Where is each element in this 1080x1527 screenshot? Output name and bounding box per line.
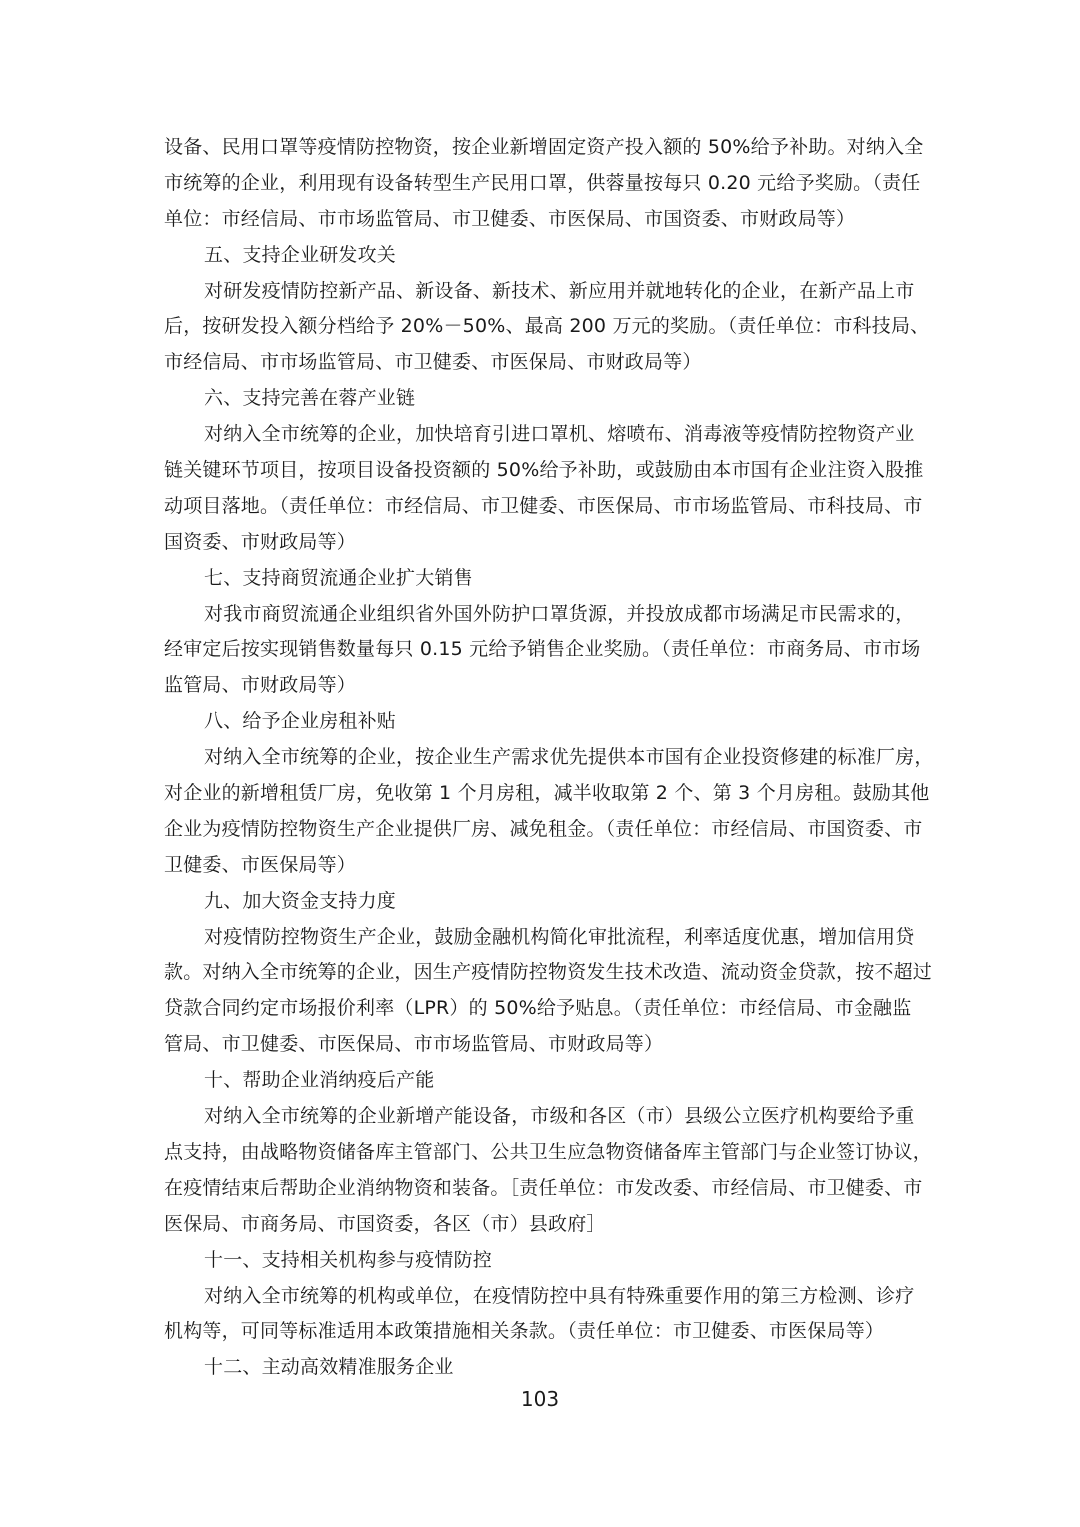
- section-heading: 九、加大资金支持力度: [204, 889, 397, 912]
- section-heading: 十二、主动高效精准服务企业: [204, 1356, 454, 1379]
- paragraph-line: 单位：市经信局、市市场监管局、市卫健委、市医保局、市国资委、市财政局等）: [164, 207, 856, 230]
- paragraph-line: 机构等，可同等标准适用本政策措施相关条款。（责任单位：市卫健委、市医保局等）: [164, 1320, 885, 1343]
- page-number: 103: [520, 1387, 560, 1411]
- paragraph-line: 企业为疫情防控物资生产企业提供厂房、减免租金。（责任单位：市经信局、市国资委、市: [164, 817, 923, 840]
- paragraph-line: 后，按研发投入额分档给予 20%－50%、最高 200 万元的奖励。（责任单位：市科技局、: [164, 315, 930, 338]
- paragraph-first-line: 对纳入全市统筹的企业，加快培育引进口罩机、熔喷布、消毒液等疫情防控物资产业: [204, 423, 915, 446]
- paragraph-line: 卫健委、市医保局等）: [164, 853, 357, 876]
- section-heading: 五、支持企业研发攻关: [204, 243, 397, 266]
- section-heading: 十、帮助企业消纳疫后产能: [204, 1069, 435, 1092]
- paragraph-first-line: 对我市商贸流通企业组织省外国外防护口罩货源，并投放成都市场满足市民需求的，: [204, 602, 915, 625]
- paragraph-first-line: 对疫情防控物资生产企业，鼓励金融机构简化审批流程，利率适度优惠，增加信用贷: [204, 925, 915, 948]
- document-body: [164, 130, 934, 1386]
- paragraph-line: 贷款合同约定市场报价利率（LPR）的 50%给予贴息。（责任单位：市经信局、市金融监: [164, 997, 912, 1020]
- paragraph-line: 对企业的新增租赁厂房，免收第 1 个月房租，减半收取第 2 个、第 3 个月房租。鼓励其他: [164, 782, 930, 805]
- paragraph-line: 医保局、市商务局、市国资委，各区（市）县政府］: [164, 1212, 606, 1235]
- paragraph-line: 国资委、市财政局等）: [164, 530, 357, 553]
- paragraph-first-line: 对纳入全市统筹的机构或单位，在疫情防控中具有特殊重要作用的第三方检测、诊疗: [204, 1284, 915, 1307]
- section-heading: 六、支持完善在蓉产业链: [204, 387, 416, 410]
- paragraph-line: 经审定后按实现销售数量每只 0.15 元给予销售企业奖励。（责任单位：市商务局、市市场: [164, 638, 921, 661]
- paragraph-first-line: 对纳入全市统筹的企业新增产能设备，市级和各区（市）县级公立医疗机构要给予重: [204, 1105, 915, 1128]
- section-heading: 七、支持商贸流通企业扩大销售: [204, 566, 473, 589]
- section-heading: 八、给予企业房租补贴: [204, 710, 397, 733]
- section-heading: 十一、支持相关机构参与疫情防控: [204, 1248, 493, 1271]
- paragraph-line: 在疫情结束后帮助企业消纳物资和装备。［责任单位：市发改委、市经信局、市卫健委、市: [164, 1176, 923, 1199]
- paragraph-line: 监管局、市财政局等）: [164, 674, 357, 697]
- paragraph-line: 管局、市卫健委、市医保局、市市场监管局、市财政局等）: [164, 1033, 664, 1056]
- paragraph-first-line: 对纳入全市统筹的企业，按企业生产需求优先提供本市国有企业投资修建的标准厂房，: [204, 746, 934, 769]
- paragraph-first-line: 对研发疫情防控新产品、新设备、新技术、新应用并就地转化的企业，在新产品上市: [204, 279, 915, 302]
- paragraph-line: 动项目落地。（责任单位：市经信局、市卫健委、市医保局、市市场监管局、市科技局、市: [164, 494, 923, 517]
- paragraph-line: 点支持，由战略物资储备库主管部门、公共卫生应急物资储备库主管部门与企业签订协议，: [164, 1140, 933, 1163]
- paragraph-line: 设备、民用口罩等疫情防控物资，按企业新增固定资产投入额的 50%给予补助。对纳入全: [164, 136, 924, 158]
- paragraph-line: 市统筹的企业，利用现有设备转型生产民用口罩，供蓉量按每只 0.20 元给予奖励。（责任: [164, 171, 921, 194]
- paragraph-line: 款。对纳入全市统筹的企业，因生产疫情防控物资发生技术改造、流动资金贷款，按不超过: [164, 961, 933, 984]
- paragraph-line: 市经信局、市市场监管局、市卫健委、市医保局、市财政局等）: [164, 351, 702, 374]
- paragraph-line: 链关键环节项目，按项目设备投资额的 50%给予补助，或鼓励由本市国有企业注资入股推: [164, 459, 924, 482]
